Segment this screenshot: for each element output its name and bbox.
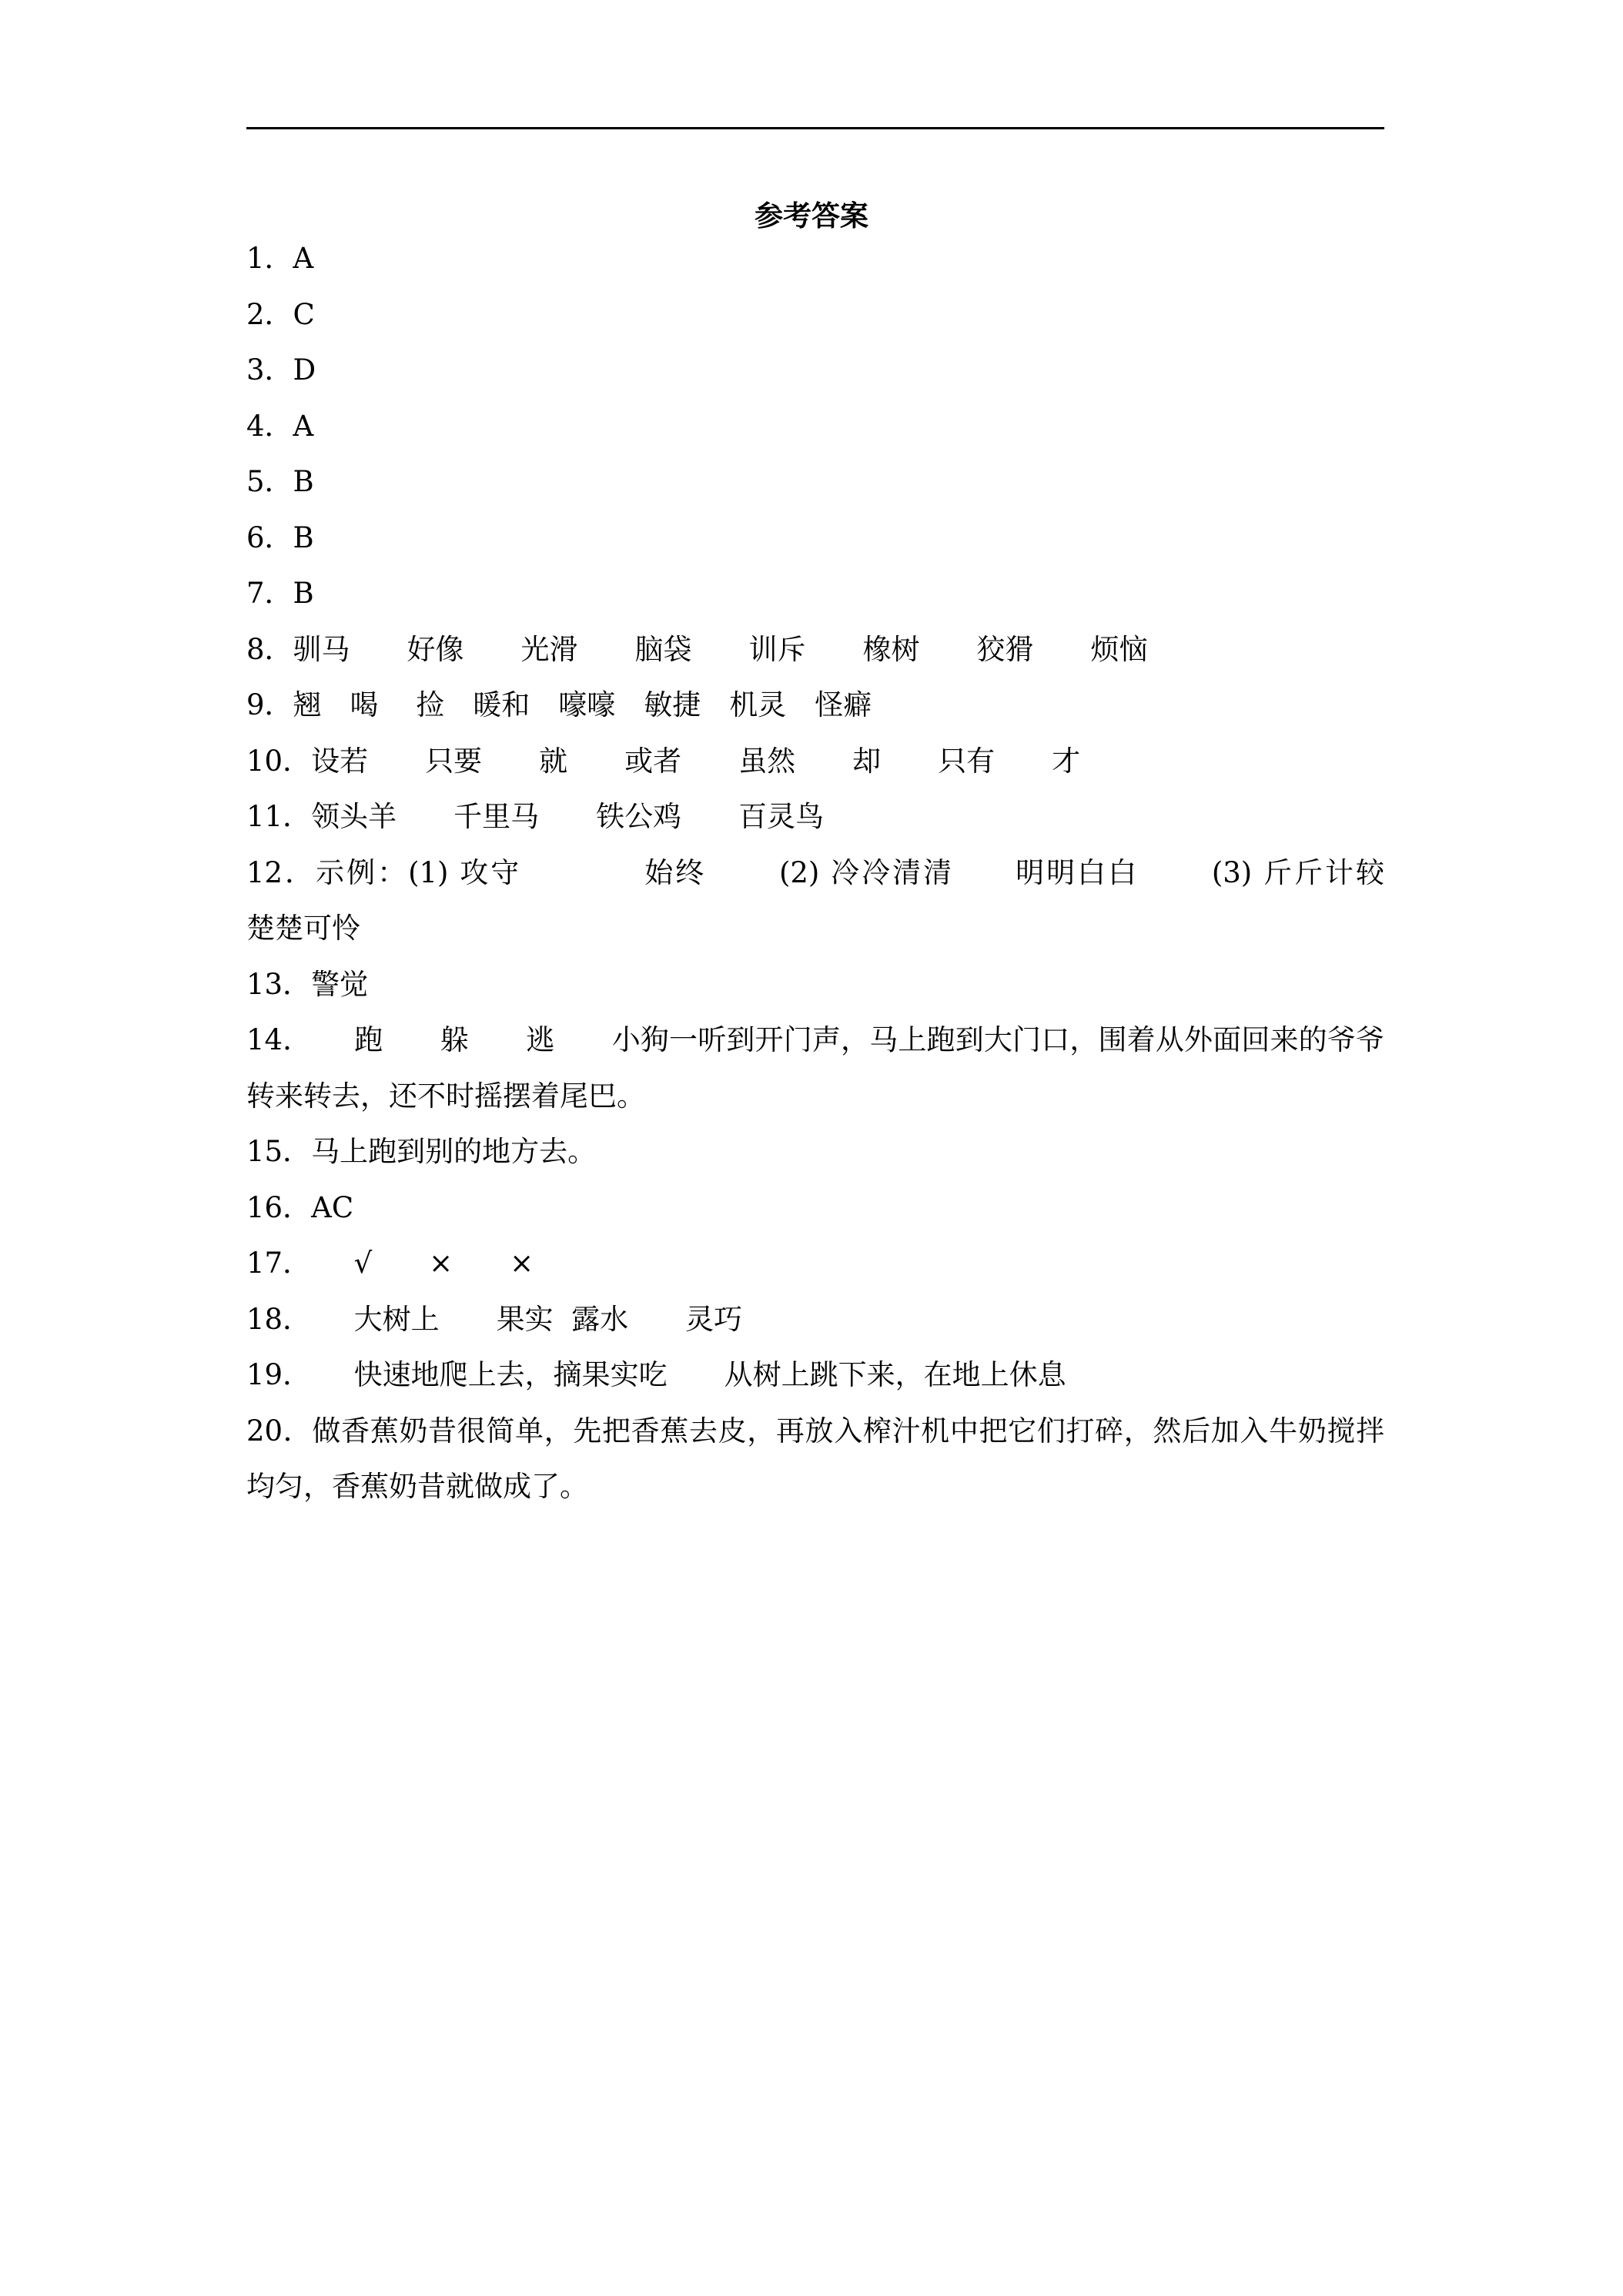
answer-item-10 [246, 734, 1384, 790]
answer-item-8 [246, 622, 1384, 678]
answer-number: 13． [246, 967, 312, 1001]
answer-number: 11． [246, 800, 312, 833]
answer-item-11 [246, 789, 1384, 845]
answer-number: 3． [246, 353, 293, 387]
answer-item-17 [246, 1236, 1384, 1292]
answer-number: 8． [246, 632, 293, 666]
answer-list [246, 231, 1441, 1515]
header-rule [246, 127, 1384, 129]
answer-item-3 [246, 343, 1384, 399]
answer-text: B [293, 577, 314, 610]
answer-text: C [293, 297, 315, 331]
answer-text: √ × × [296, 1247, 534, 1280]
answer-text: 警觉 [311, 967, 369, 1001]
answer-item-15 [246, 1124, 1384, 1180]
page-title: 参考答案 [755, 199, 868, 233]
answer-text: 驯马 好像 光滑 脑袋 训斥 橡树 狡猾 烦恼 [293, 632, 1148, 666]
answer-item-14 [246, 1012, 1384, 1124]
answer-item-2 [246, 287, 1384, 343]
answer-item-4 [246, 399, 1384, 455]
answer-number: 9． [246, 688, 293, 721]
answer-number: 1． [246, 242, 293, 275]
answer-number: 14． [246, 1023, 297, 1056]
answer-number: 15． [246, 1135, 312, 1168]
answer-item-9 [246, 678, 1384, 734]
answer-number: 7． [246, 577, 293, 610]
answer-number: 17． [246, 1247, 297, 1280]
answer-number: 4． [246, 409, 293, 443]
answer-number: 6． [246, 520, 293, 554]
answer-number: 20． [246, 1414, 313, 1448]
answer-text: 马上跑到别的地方去。 [311, 1135, 597, 1168]
answer-text: 领头羊 千里马 铁公鸡 百灵鸟 [311, 800, 825, 833]
answer-text: 做香蕉奶昔很简单，先把香蕉去皮，再放入榨汁机中把它们打碎，然后加入牛奶搅拌均匀，香蕉奶昔就做成了。 [246, 1414, 1384, 1503]
answer-item-16 [246, 1180, 1384, 1237]
answer-number: 19． [246, 1358, 297, 1391]
answer-text: 设若 只要 就 或者 虽然 却 只有 才 [311, 744, 1081, 778]
answer-item-1 [246, 231, 1384, 287]
answer-number: 12． [246, 855, 316, 889]
answer-number: 2． [246, 297, 293, 331]
answer-item-18 [246, 1292, 1384, 1348]
answer-text: 大树上 果实 露水 灵巧 [296, 1302, 743, 1336]
answer-text: AC [311, 1190, 354, 1224]
answer-text: 示例：(1) 攻守 始终 (2) 冷冷清清 明明白白 (3) 斤斤计较 楚楚可怜 [246, 855, 1441, 945]
answer-item-20 [246, 1404, 1384, 1515]
answer-item-5 [246, 454, 1384, 510]
answer-item-13 [246, 957, 1384, 1013]
answer-number: 5． [246, 465, 293, 498]
answer-text: A [293, 409, 314, 443]
answer-text: 翘 喝 捡 暖和 嚎嚎 敏捷 机灵 怪癖 [293, 688, 872, 721]
answer-item-6 [246, 510, 1384, 567]
answer-number: 18． [246, 1302, 297, 1336]
answer-text: B [293, 520, 314, 554]
answer-item-7 [246, 566, 1384, 622]
answer-number: 16． [246, 1190, 312, 1224]
answer-number: 10． [246, 744, 312, 778]
answer-text: A [293, 242, 314, 275]
answer-item-12 [246, 845, 1441, 957]
answer-item-19 [246, 1347, 1384, 1404]
answer-text: 快速地爬上去，摘果实吃 从树上跳下来，在地上休息 [296, 1358, 1066, 1391]
answer-text: D [293, 353, 316, 387]
answer-text: B [293, 465, 314, 498]
answer-text: 跑 躲 逃 小狗一听到开门声，马上跑到大门口，围着从外面回来的爷爷转来转去，还不时摇摆着尾巴。 [246, 1023, 1384, 1113]
